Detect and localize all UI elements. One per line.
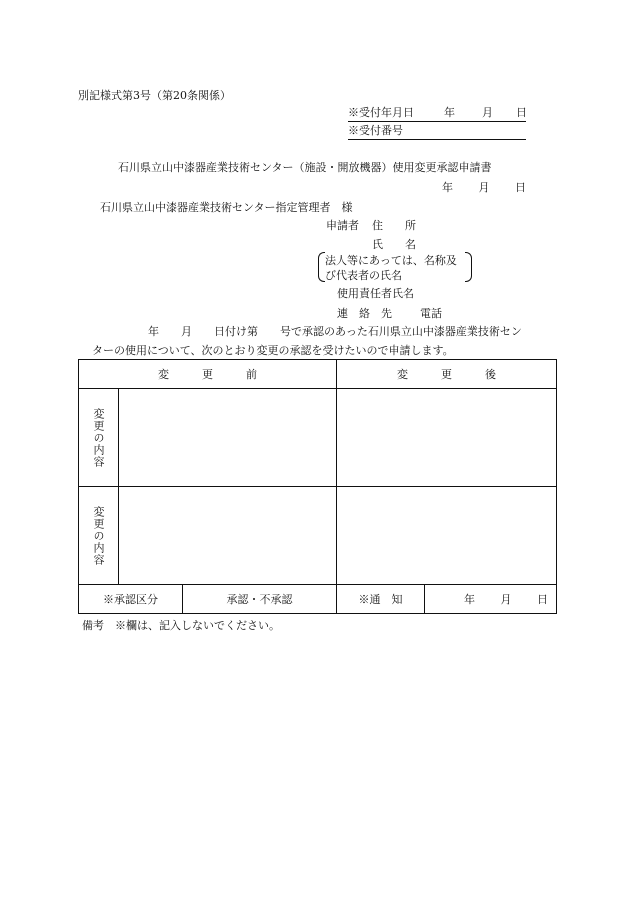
notice-year: 年 (464, 593, 476, 606)
before-content-2[interactable] (119, 487, 337, 585)
corp-note-line2: び代表者の氏名 (325, 269, 402, 282)
after-content-1[interactable] (337, 389, 557, 487)
notice-month: 月 (500, 593, 512, 606)
before-content-1[interactable] (119, 389, 337, 487)
change-table (78, 359, 557, 614)
body-line-1: 年 月 日付け第 号で承認のあった石川県立山中漆器産業技術セン (148, 325, 522, 338)
applicant-label: 申請者 (326, 219, 359, 232)
date-day: 日 (515, 181, 526, 194)
approval-options: 承認・不承認 (183, 585, 337, 614)
form-number: 別記様式第3号（第20条関係） (78, 89, 231, 102)
after-header: 変 更 後 (337, 360, 557, 389)
received-number-label: ※受付番号 (348, 124, 403, 137)
received-date-month: 月 (482, 106, 493, 119)
corp-note-line1: 法人等にあっては、名称及 (325, 254, 457, 267)
before-header: 変 更 前 (79, 360, 337, 389)
date-line (442, 179, 526, 195)
addressee: 石川県立山中漆器産業技術センター指定管理者 様 (100, 201, 353, 214)
phone-label: 電話 (420, 307, 442, 320)
after-content-2[interactable] (337, 487, 557, 585)
right-paren (465, 252, 472, 282)
received-number-row (348, 122, 526, 140)
received-date-year: 年 (444, 106, 455, 119)
row-label-2: 変更の内容 (79, 487, 119, 585)
received-date-day: 日 (516, 106, 527, 119)
responsible-person-label: 使用責任者氏名 (337, 287, 414, 300)
date-year: 年 (442, 181, 453, 194)
notice-day: 日 (537, 593, 549, 606)
left-paren (318, 252, 325, 282)
row-label-1: 変更の内容 (79, 389, 119, 487)
received-date-label: ※受付年月日 (348, 106, 414, 119)
document-title: 石川県立山中漆器産業技術センター（施設・開放機器）使用変更承認申請書 (118, 161, 492, 174)
notice-date (425, 585, 557, 614)
address-label: 住 所 (372, 219, 416, 232)
date-month: 月 (478, 181, 490, 194)
received-date-row (348, 104, 526, 122)
name-label: 氏 名 (372, 238, 416, 251)
notice-label: ※通 知 (337, 585, 425, 614)
footnote: 備考 ※欄は、記入しないでください。 (82, 619, 280, 632)
body-line-2: ターの使用について、次のとおり変更の承認を受けたいので申請します。 (92, 344, 454, 357)
approval-category-label: ※承認区分 (79, 585, 183, 614)
contact-label: 連 絡 先 (337, 307, 392, 320)
